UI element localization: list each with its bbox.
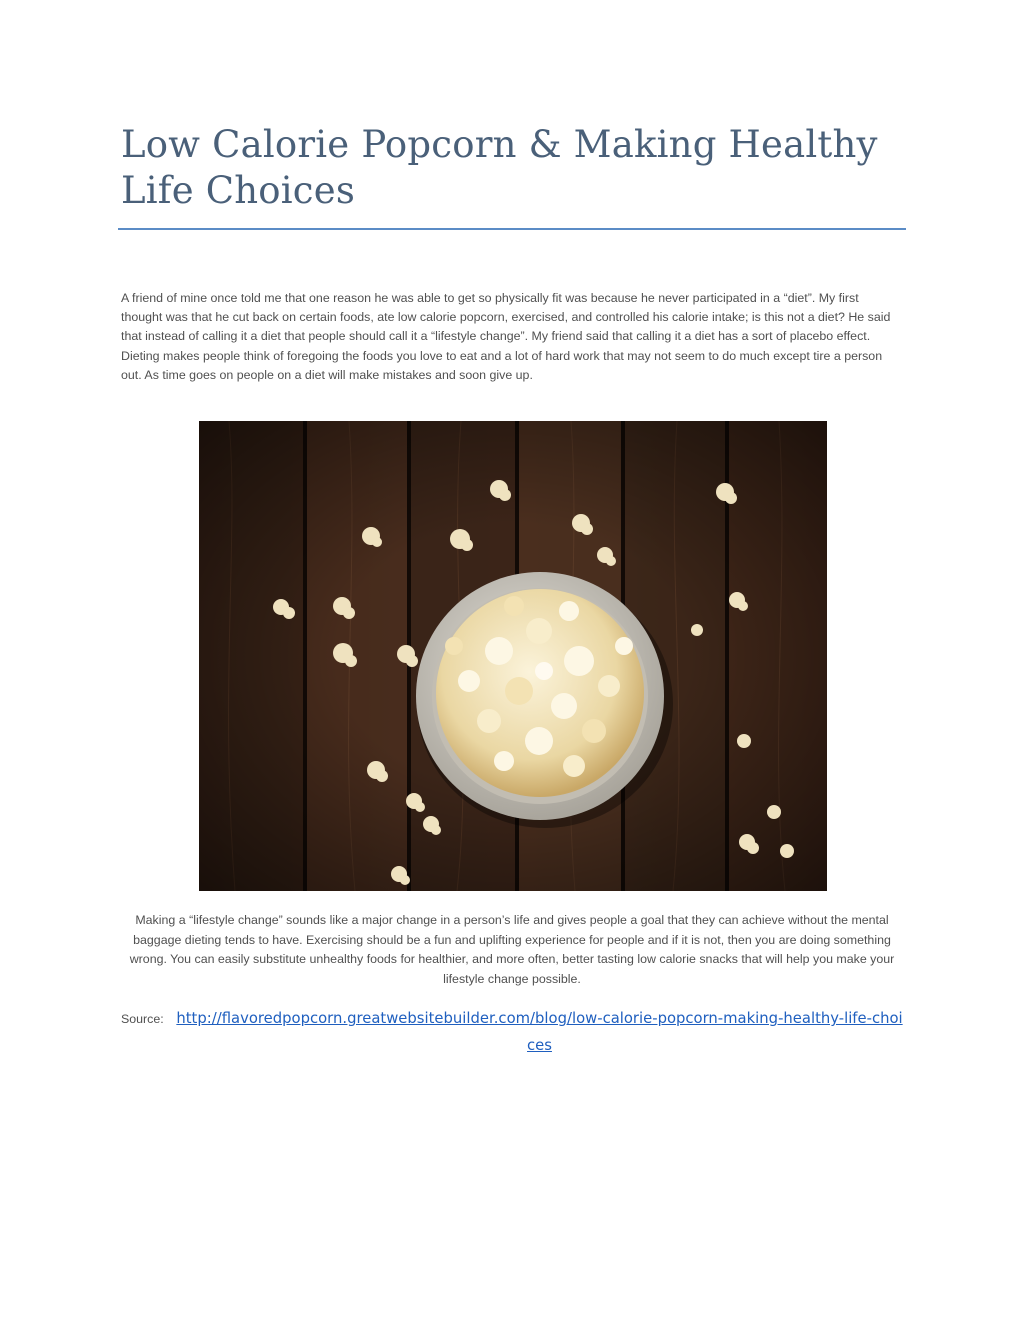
source-line: [121, 1005, 903, 1059]
popcorn-pile: [436, 589, 644, 797]
source-label: Source:: [121, 1012, 164, 1026]
popcorn-bowl-photo: [199, 421, 827, 891]
caption-paragraph: Making a “lifestyle change” sounds like a major change in a person’s life and gives people a goal that they can achieve without the mental baggage dieting tends to have. Exercising should be a fun and uplifting experience for people and if it is not, then you are doing something wrong. You can easily substitute unhealthy foods for healthier, and more often, better tasting low calorie snacks that will help you make your lifestyle change possible.: [129, 913, 895, 986]
title-divider: [118, 228, 906, 230]
page-title: Low Calorie Popcorn & Making Healthy Life Choices: [121, 123, 878, 212]
source-link[interactable]: http://flavoredpopcorn.greatwebsitebuilder.com/blog/low-calorie-popcorn-making-healthy-life-choices: [176, 1010, 903, 1054]
intro-paragraph: A friend of mine once told me that one reason he was able to get so physically fit was because he never participated in a “diet”. My first thought was that he cut back on certain foods, ate low calorie popcorn, exercised, and controlled his calorie intake; is this not a diet? He said that instead of calling it a diet that people should call it a “lifestyle change”. My friend said that calling it a diet has a sort of placebo effect. Dieting makes people think of foregoing the foods you love to eat and a lot of hard work that may not seem to do much except tire a person out. As time goes on people on a diet will make mistakes and soon give up.: [121, 291, 891, 382]
